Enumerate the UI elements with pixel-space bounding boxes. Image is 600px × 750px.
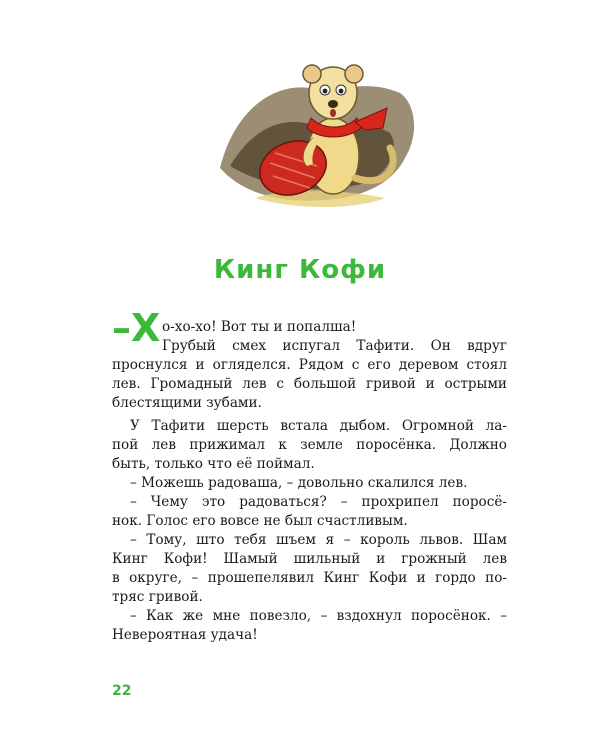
text-line: лев. Громадный лев с большой гривой и острыми — [112, 376, 507, 392]
meerkat-with-red-scarf-illustration — [215, 38, 425, 213]
text-line: пой лев прижимал к земле поросёнка. Должно — [112, 437, 507, 453]
page-number: 22 — [112, 683, 132, 699]
text-line: – Чему это радоваться? – прохрипел поросё- — [130, 494, 507, 510]
drop-cap-dash: – — [112, 306, 131, 350]
text-line: тряс гривой. — [112, 589, 203, 605]
text-line: проснулся и огляделся. Рядом с его деревом стоял — [112, 357, 507, 373]
chapter-title: Кинг Кофи — [213, 255, 387, 285]
text-line: – Тому, што тебя шъем я – король львов. Шам — [130, 532, 507, 548]
text-line: блестящими зубами. — [112, 395, 262, 411]
text-line: У Тафити шерсть встала дыбом. Огромной ла- — [130, 418, 507, 434]
text-line: – Можешь радоваша, – довольно скалился лев. — [130, 475, 468, 491]
text-line: быть, только что её поймал. — [112, 456, 315, 472]
drop-cap-letter: Х — [131, 306, 161, 350]
text-line: – Как же мне повезло, – вздохнул поросёнок. – — [130, 608, 507, 624]
story-text — [112, 306, 507, 645]
text-line: в округе, – прошепелявил Кинг Кофи и гордо по- — [112, 570, 507, 586]
text-line: о-хо-хо! Вот ты и попалша! — [162, 319, 357, 335]
text-line: Грубый смех испугал Тафити. Он вдруг — [162, 338, 507, 354]
text-line: нок. Голос его вовсе не был счастливым. — [112, 513, 408, 529]
meerkat-illustration — [215, 38, 425, 213]
text-line: Невероятная удача! — [112, 627, 258, 643]
text-line: Кинг Кофи! Шамый шильный и грожный лев — [112, 551, 507, 567]
